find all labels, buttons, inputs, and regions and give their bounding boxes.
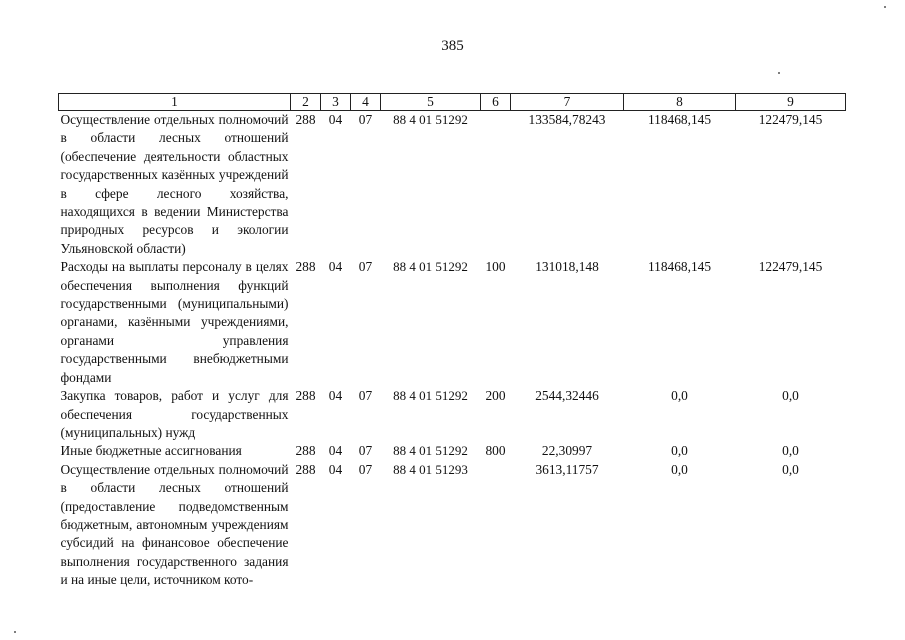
cell-amount-col8: 0,0 [671, 461, 688, 477]
column-header: 5 [381, 94, 481, 111]
cell-amount-col8: 118468,145 [647, 112, 712, 127]
column-header: 4 [351, 94, 381, 111]
scan-speck [14, 631, 16, 633]
cell-amount-col9: 0,0 [782, 443, 799, 459]
row-description: Осуществление отдельных полномочий в области лесных отношений (предоставление подведомственным бюджетным, автономным учреждениям субсидий на финансовое обеспечение выполнения государственного задания и на иные цели, источником кото- [60, 461, 289, 588]
column-header: 8 [624, 94, 736, 111]
table-row [59, 111, 846, 259]
cell-subsection: 07 [358, 443, 373, 459]
cell-section: 04 [328, 112, 343, 127]
cell-amount-col7: 22,30997 [541, 443, 593, 459]
cell-amount-col9: 122479,145 [758, 259, 823, 275]
column-header: 7 [511, 94, 624, 111]
cell-ministry-code: 288 [295, 461, 316, 477]
cell-amount-col7: 3613,11757 [535, 461, 599, 477]
column-header: 6 [481, 94, 511, 111]
cell-amount-col8: 118468,145 [647, 259, 712, 275]
cell-section: 04 [328, 388, 343, 404]
row-description: Иные бюджетные ассигнования [60, 443, 242, 459]
cell-target-article: 88 4 01 51292 [393, 112, 468, 127]
column-header: 2 [291, 94, 321, 111]
column-header: 3 [321, 94, 351, 111]
scan-speck [884, 6, 886, 8]
column-header: 1 [59, 94, 291, 111]
cell-amount-col9: 0,0 [782, 388, 799, 404]
table-row [59, 461, 846, 590]
cell-subsection: 07 [358, 259, 373, 275]
cell-subsection: 07 [358, 388, 373, 404]
cell-target-article: 88 4 01 51292 [393, 259, 468, 275]
cell-target-article: 88 4 01 51292 [393, 388, 468, 404]
table-header-row [59, 94, 846, 111]
cell-ministry-code: 288 [295, 112, 316, 127]
cell-ministry-code: 288 [295, 443, 316, 459]
cell-section: 04 [328, 259, 343, 275]
scan-speck [778, 72, 780, 74]
table-row [59, 442, 846, 460]
cell-expense-type: 200 [485, 388, 506, 404]
cell-expense-type [481, 111, 511, 259]
cell-expense-type: 800 [485, 443, 506, 459]
budget-table [58, 93, 846, 590]
row-description: Расходы на выплаты персоналу в целях обеспечения выполнения функций государственными (муниципальными) органами, казёнными учреждениями, органами управления государственными внебюджетными фондами [60, 259, 289, 385]
table-row [59, 387, 846, 442]
cell-amount-col8: 0,0 [671, 388, 688, 404]
page-number: 385 [441, 38, 464, 54]
cell-expense-type [481, 461, 511, 590]
cell-subsection: 07 [358, 112, 373, 127]
table-row [59, 258, 846, 387]
cell-section: 04 [328, 461, 343, 477]
column-header: 9 [736, 94, 846, 111]
cell-target-article: 88 4 01 51292 [393, 443, 468, 459]
row-description: Закупка товаров, работ и услуг для обеспечения государственных (муниципальных) нужд [60, 388, 289, 440]
cell-expense-type: 100 [485, 259, 506, 275]
row-description: Осуществление отдельных полномочий в области лесных отношений (обеспечение деятельности областных государственных казённых учреждений в сфере лесного хозяйства, находящихся в ведении Министерства природных ресурсов и экологии Ульяновской области) [60, 112, 289, 256]
cell-amount-col8: 0,0 [671, 443, 688, 459]
cell-ministry-code: 288 [295, 388, 316, 404]
cell-section: 04 [328, 443, 343, 459]
cell-amount-col9: 122479,145 [758, 112, 823, 127]
cell-amount-col7: 131018,148 [535, 259, 599, 275]
cell-amount-col7: 133584,78243 [528, 112, 606, 127]
cell-amount-col7: 2544,32446 [535, 388, 599, 404]
cell-ministry-code: 288 [295, 259, 316, 275]
cell-subsection: 07 [358, 461, 373, 477]
cell-target-article: 88 4 01 51293 [393, 461, 468, 477]
cell-amount-col9: 0,0 [782, 461, 799, 477]
